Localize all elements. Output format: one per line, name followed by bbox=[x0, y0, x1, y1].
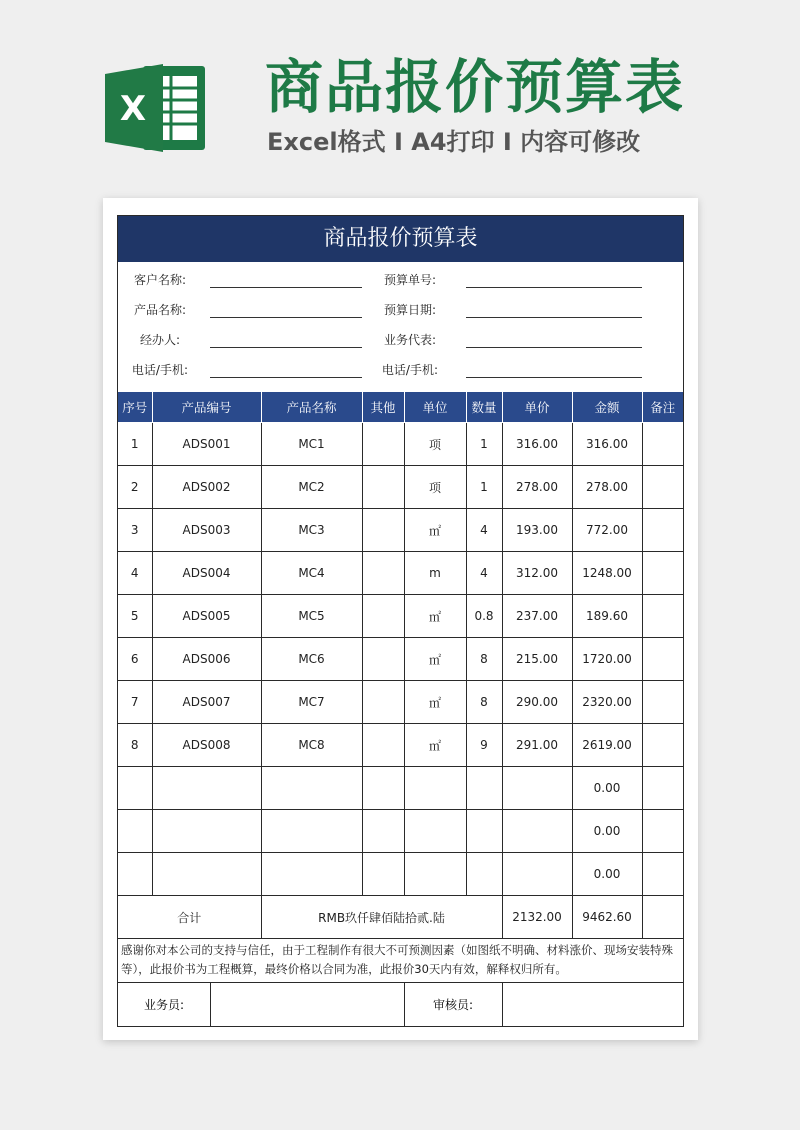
table-row bbox=[118, 767, 683, 810]
cell-product-name[interactable]: MC2 bbox=[261, 466, 362, 509]
table-row bbox=[118, 509, 683, 552]
cell-unit[interactable] bbox=[404, 810, 466, 853]
cell-product-code[interactable]: ADS005 bbox=[152, 595, 261, 638]
cell-product-name[interactable] bbox=[261, 853, 362, 896]
form-title: 商品报价预算表 bbox=[118, 216, 683, 262]
cell-index[interactable]: 7 bbox=[118, 681, 152, 724]
col-header-index: 序号 bbox=[118, 392, 152, 423]
cell-quantity[interactable]: 4 bbox=[466, 509, 502, 552]
cell-product-code[interactable]: ADS007 bbox=[152, 681, 261, 724]
cell-unit[interactable]: ㎡ bbox=[404, 509, 466, 552]
col-header-unit-price: 单价 bbox=[502, 392, 572, 423]
cell-product-code[interactable]: ADS002 bbox=[152, 466, 261, 509]
cell-unit[interactable] bbox=[404, 853, 466, 896]
cell-unit[interactable]: 项 bbox=[404, 466, 466, 509]
col-header-quantity: 数量 bbox=[466, 392, 502, 423]
cell-index[interactable]: 2 bbox=[118, 466, 152, 509]
cell-index[interactable] bbox=[118, 810, 152, 853]
cell-unit-price[interactable]: 316.00 bbox=[502, 423, 572, 466]
cell-remark[interactable] bbox=[642, 638, 683, 681]
phone-field-right[interactable] bbox=[466, 377, 642, 378]
salesperson-field[interactable] bbox=[211, 983, 404, 1027]
cell-amount[interactable]: 0.00 bbox=[572, 767, 642, 810]
cell-unit-price[interactable]: 312.00 bbox=[502, 552, 572, 595]
cell-other[interactable] bbox=[362, 552, 404, 595]
cell-product-name[interactable]: MC4 bbox=[261, 552, 362, 595]
table-row bbox=[118, 724, 683, 767]
col-header-amount: 金额 bbox=[572, 392, 642, 423]
cell-other[interactable] bbox=[362, 509, 404, 552]
cell-index[interactable]: 5 bbox=[118, 595, 152, 638]
signature-row bbox=[118, 982, 683, 1027]
reviewer-field[interactable] bbox=[503, 983, 683, 1027]
table-row bbox=[118, 552, 683, 595]
cell-remark[interactable] bbox=[642, 853, 683, 896]
cell-remark[interactable] bbox=[642, 552, 683, 595]
cell-product-name[interactable] bbox=[261, 767, 362, 810]
cell-other[interactable] bbox=[362, 724, 404, 767]
budget-number-field[interactable] bbox=[466, 287, 642, 288]
cell-index[interactable]: 6 bbox=[118, 638, 152, 681]
budget-number-label: 预算单号: bbox=[383, 273, 436, 287]
cell-unit-price[interactable] bbox=[502, 853, 572, 896]
table-row bbox=[118, 810, 683, 853]
cell-product-name[interactable]: MC7 bbox=[261, 681, 362, 724]
cell-unit-price[interactable]: 278.00 bbox=[502, 466, 572, 509]
cell-amount[interactable]: 772.00 bbox=[572, 509, 642, 552]
col-header-product-code: 产品编号 bbox=[152, 392, 261, 423]
cell-amount[interactable]: 1720.00 bbox=[572, 638, 642, 681]
cell-other[interactable] bbox=[362, 810, 404, 853]
cell-unit[interactable]: ㎡ bbox=[404, 681, 466, 724]
cell-product-name[interactable] bbox=[261, 810, 362, 853]
cell-other[interactable] bbox=[362, 767, 404, 810]
cell-remark[interactable] bbox=[642, 595, 683, 638]
cell-product-name[interactable]: MC3 bbox=[261, 509, 362, 552]
cell-index[interactable]: 4 bbox=[118, 552, 152, 595]
total-unit-price: 2132.00 bbox=[502, 896, 572, 939]
cell-amount[interactable]: 278.00 bbox=[572, 466, 642, 509]
cell-amount[interactable]: 0.00 bbox=[572, 853, 642, 896]
cell-amount[interactable]: 189.60 bbox=[572, 595, 642, 638]
cell-unit-price[interactable] bbox=[502, 767, 572, 810]
table-row bbox=[118, 595, 683, 638]
total-label: 合计 bbox=[118, 896, 261, 939]
quote-form bbox=[117, 215, 684, 1027]
cell-unit[interactable] bbox=[404, 767, 466, 810]
customer-name-field[interactable] bbox=[210, 287, 362, 288]
cell-quantity[interactable]: 8 bbox=[466, 638, 502, 681]
cell-quantity[interactable] bbox=[466, 853, 502, 896]
cell-product-code[interactable]: ADS008 bbox=[152, 724, 261, 767]
col-header-product-name: 产品名称 bbox=[261, 392, 362, 423]
cell-unit-price[interactable] bbox=[502, 810, 572, 853]
cell-product-code[interactable]: ADS003 bbox=[152, 509, 261, 552]
cell-remark[interactable] bbox=[642, 423, 683, 466]
excel-logo-icon bbox=[103, 60, 209, 156]
total-remark[interactable] bbox=[642, 896, 683, 939]
cell-quantity[interactable]: 9 bbox=[466, 724, 502, 767]
cell-unit-price[interactable]: 215.00 bbox=[502, 638, 572, 681]
quote-table bbox=[118, 391, 683, 939]
cell-unit-price[interactable]: 291.00 bbox=[502, 724, 572, 767]
handler-field[interactable] bbox=[210, 347, 362, 348]
cell-index[interactable] bbox=[118, 767, 152, 810]
cell-index[interactable] bbox=[118, 853, 152, 896]
cell-product-name[interactable]: MC8 bbox=[261, 724, 362, 767]
cell-unit[interactable]: ㎡ bbox=[404, 595, 466, 638]
disclaimer-note: 感谢你对本公司的支持与信任，由于工程制作有很大不可预测因素（如图纸不明确、材料涨价、现场安装特殊等），此报价书为工程概算，最终价格以合同为准，此报价30天内有效，解释权归所有。 bbox=[118, 938, 683, 982]
cell-unit[interactable]: m bbox=[404, 552, 466, 595]
phone-label-right: 电话/手机: bbox=[381, 363, 438, 377]
table-row bbox=[118, 853, 683, 896]
cell-product-name[interactable]: MC5 bbox=[261, 595, 362, 638]
cell-quantity[interactable]: 4 bbox=[466, 552, 502, 595]
cell-index[interactable]: 3 bbox=[118, 509, 152, 552]
cell-other[interactable] bbox=[362, 595, 404, 638]
cell-other[interactable] bbox=[362, 466, 404, 509]
salesperson-label: 业务员: bbox=[143, 998, 185, 1012]
cell-unit[interactable]: ㎡ bbox=[404, 638, 466, 681]
product-name-label: 产品名称: bbox=[133, 303, 186, 317]
cell-quantity[interactable]: 1 bbox=[466, 423, 502, 466]
cell-remark[interactable] bbox=[642, 466, 683, 509]
total-amount-words: RMB玖仟肆佰陆拾贰.陆 bbox=[261, 896, 502, 939]
cell-other[interactable] bbox=[362, 853, 404, 896]
cell-unit-price[interactable]: 193.00 bbox=[502, 509, 572, 552]
cell-index[interactable]: 8 bbox=[118, 724, 152, 767]
table-row bbox=[118, 423, 683, 466]
cell-unit-price[interactable]: 237.00 bbox=[502, 595, 572, 638]
budget-date-label: 预算日期: bbox=[383, 303, 436, 317]
phone-label-left: 电话/手机: bbox=[131, 363, 188, 377]
cell-unit-price[interactable]: 290.00 bbox=[502, 681, 572, 724]
cell-product-name[interactable]: MC1 bbox=[261, 423, 362, 466]
total-row bbox=[118, 896, 683, 939]
col-header-unit: 单位 bbox=[404, 392, 466, 423]
info-row bbox=[118, 263, 683, 293]
cell-product-code[interactable]: ADS004 bbox=[152, 552, 261, 595]
cell-remark[interactable] bbox=[642, 509, 683, 552]
cell-remark[interactable] bbox=[642, 724, 683, 767]
logo-letter: X bbox=[119, 89, 147, 129]
cell-other[interactable] bbox=[362, 681, 404, 724]
cell-quantity[interactable]: 8 bbox=[466, 681, 502, 724]
phone-field-left[interactable] bbox=[210, 377, 362, 378]
cell-remark[interactable] bbox=[642, 810, 683, 853]
cell-product-code[interactable] bbox=[152, 853, 261, 896]
cell-unit[interactable]: ㎡ bbox=[404, 724, 466, 767]
info-row bbox=[118, 293, 683, 323]
cell-index[interactable]: 1 bbox=[118, 423, 152, 466]
cell-product-code[interactable] bbox=[152, 767, 261, 810]
cell-amount[interactable]: 2320.00 bbox=[572, 681, 642, 724]
col-header-remark: 备注 bbox=[642, 392, 683, 423]
table-row bbox=[118, 466, 683, 509]
info-row bbox=[118, 353, 683, 383]
reviewer-label: 审核员: bbox=[432, 998, 474, 1012]
customer-name-label: 客户名称: bbox=[133, 273, 186, 287]
page-title: 商品报价预算表 bbox=[265, 53, 686, 121]
cell-amount[interactable]: 0.00 bbox=[572, 810, 642, 853]
col-header-other: 其他 bbox=[362, 392, 404, 423]
cell-product-code[interactable]: ADS001 bbox=[152, 423, 261, 466]
cell-quantity[interactable] bbox=[466, 767, 502, 810]
budget-date-field[interactable] bbox=[466, 317, 642, 318]
cell-remark[interactable] bbox=[642, 681, 683, 724]
total-amount: 9462.60 bbox=[572, 896, 642, 939]
cell-product-code[interactable] bbox=[152, 810, 261, 853]
cell-other[interactable] bbox=[362, 638, 404, 681]
table-row bbox=[118, 638, 683, 681]
cell-remark[interactable] bbox=[642, 767, 683, 810]
cell-quantity[interactable]: 0.8 bbox=[466, 595, 502, 638]
cell-quantity[interactable]: 1 bbox=[466, 466, 502, 509]
page-subtitle: Excel格式 I A4打印 I 内容可修改 bbox=[267, 128, 641, 156]
cell-product-name[interactable]: MC6 bbox=[261, 638, 362, 681]
product-name-field[interactable] bbox=[210, 317, 362, 318]
cell-quantity[interactable] bbox=[466, 810, 502, 853]
cell-amount[interactable]: 316.00 bbox=[572, 423, 642, 466]
cell-other[interactable] bbox=[362, 423, 404, 466]
sales-rep-field[interactable] bbox=[466, 347, 642, 348]
table-row bbox=[118, 681, 683, 724]
table-header-row bbox=[118, 392, 683, 423]
cell-amount[interactable]: 1248.00 bbox=[572, 552, 642, 595]
cell-product-code[interactable]: ADS006 bbox=[152, 638, 261, 681]
handler-label: 经办人: bbox=[139, 333, 180, 347]
cell-unit[interactable]: 项 bbox=[404, 423, 466, 466]
sales-rep-label: 业务代表: bbox=[383, 333, 436, 347]
cell-amount[interactable]: 2619.00 bbox=[572, 724, 642, 767]
info-row bbox=[118, 323, 683, 353]
